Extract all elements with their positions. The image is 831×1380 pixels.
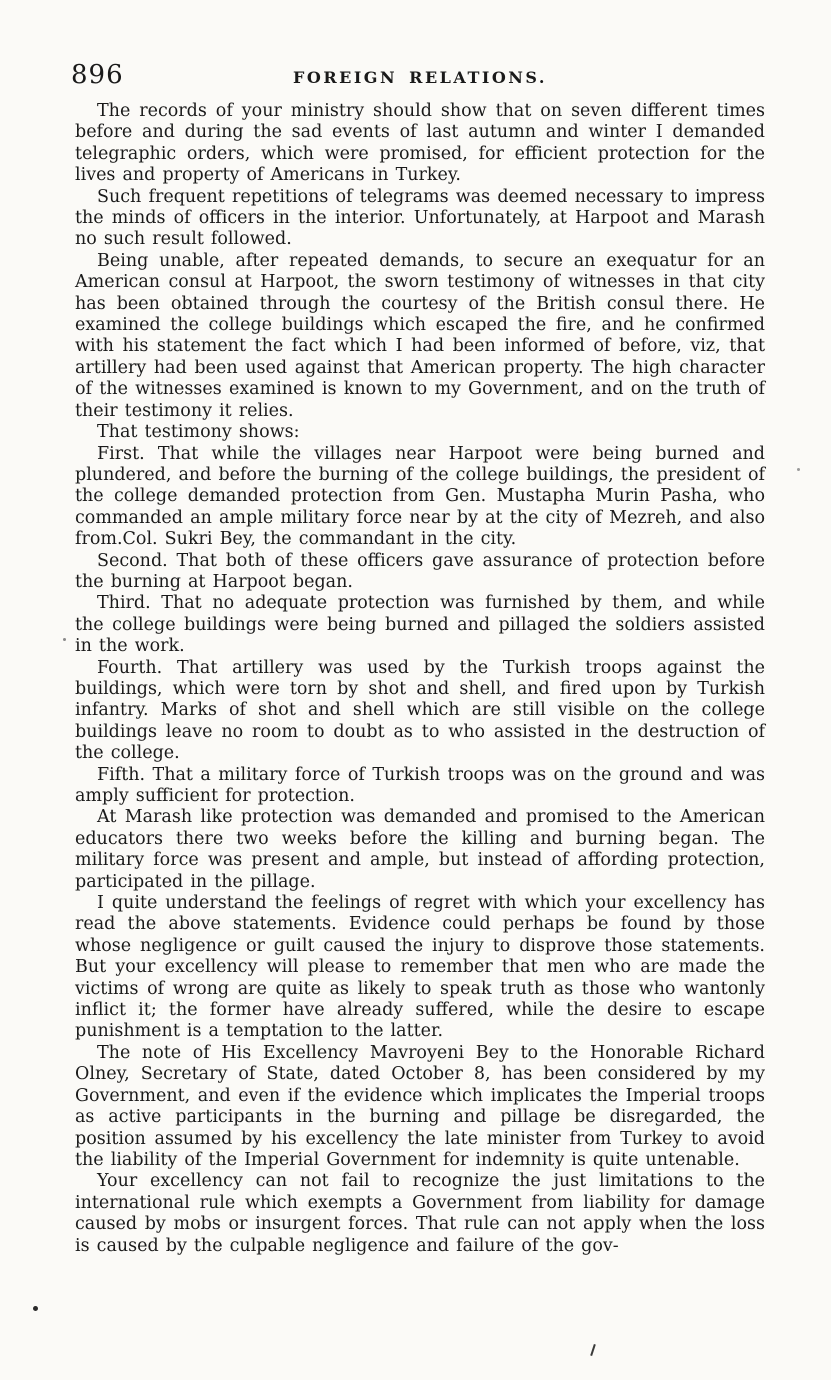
scan-slash-artifact <box>590 1344 596 1356</box>
paragraph: The note of His Excellency Mavroyeni Bey to the Honorable Richard Olney, Secretary of State, dated October 8, has been considered by my Government, and even if the evidence which implicates the Imperial troops as active participants in the burning and pillage be disregarded, the position assumed by his excellency the late minister from Turkey to avoid the liability of the Imperial Government for indemnity is quite untenable. <box>75 1042 765 1170</box>
paragraph: Your excellency can not fail to recognize the just limitations to the international rule which exempts a Government from liability for damage caused by mobs or insurgent forces. That rule can not apply when the loss is caused by the culpable negligence and failure of the gov- <box>75 1171 765 1256</box>
paragraph: First. That while the villages near Harpoot were being burned and plundered, and before the burning of the college buildings, the president of the college demanded protection from Gen. Mustapha Murin Pasha, who commanded an ample military force near by at the city of Mezreh, and also from.Col. Sukri Bey, the commandant in the city. <box>75 443 765 550</box>
running-head <box>71 60 765 92</box>
page-number: 896 <box>71 60 124 90</box>
paragraph: At Marash like protection was demanded and promised to the American educators there two weeks before the killing and burning began. The military force was present and ample, but instead of affording protection, participated in the pillage. <box>75 807 765 892</box>
paragraph: I quite understand the feelings of regret with which your excellency has read the above statements. Evidence could perhaps be found by those whose negligence or guilt caused the injury to disprove those statements. But your excellency will please to remember that men who are made the victims of wrong are quite as likely to speak truth as those who wantonly inflict it; the former have already suffered, while the desire to escape punishment is a temptation to the latter. <box>75 893 765 1042</box>
paragraph: Third. That no adequate protection was furnished by them, and while the college buildings were being burned and pillaged the soldiers assisted in the work. <box>75 593 765 657</box>
paragraph: The records of your ministry should show that on seven different times before and during the sad events of last autumn and winter I demanded telegraphic orders, which were promised, for efficient protection for the lives and property of Americans in Turkey. <box>75 101 765 186</box>
scan-speck <box>63 638 66 641</box>
paragraph: That testimony shows: <box>97 422 300 443</box>
running-header-title: FOREIGN RELATIONS. <box>293 68 547 87</box>
scan-speck <box>33 1306 38 1311</box>
paragraph: Such frequent repetitions of telegrams was deemed necessary to impress the minds of officers in the interior. Unfortunately, at Harpoot and Marash no such result followed. <box>75 186 765 250</box>
paragraph: Being unable, after repeated demands, to secure an exequatur for an American consul at Harpoot, the sworn testimony of witnesses in that city has been obtained through the courtesy of the British consul there. He examined the college buildings which escaped the fire, and he confirmed with his statement the fact which I had been informed of before, viz, that artillery had been used against that American property. The high character of the witnesses examined is known to my Government, and on the truth of their testimony it relies. <box>75 250 765 421</box>
paragraph: Second. That both of these officers gave assurance of protection before the burning at Harpoot began. <box>75 550 765 592</box>
body-text <box>75 101 765 1257</box>
paragraph: Fourth. That artillery was used by the Turkish troops against the buildings, which were torn by shot and shell, and fired upon by Turkish infantry. Marks of shot and shell which are still visible on the college buildings leave no room to doubt as to who assisted in the destruction of the college. <box>75 657 765 764</box>
paragraph: Fifth. That a military force of Turkish troops was on the ground and was amply sufficient for protection. <box>75 764 765 806</box>
scan-speck <box>797 468 800 471</box>
